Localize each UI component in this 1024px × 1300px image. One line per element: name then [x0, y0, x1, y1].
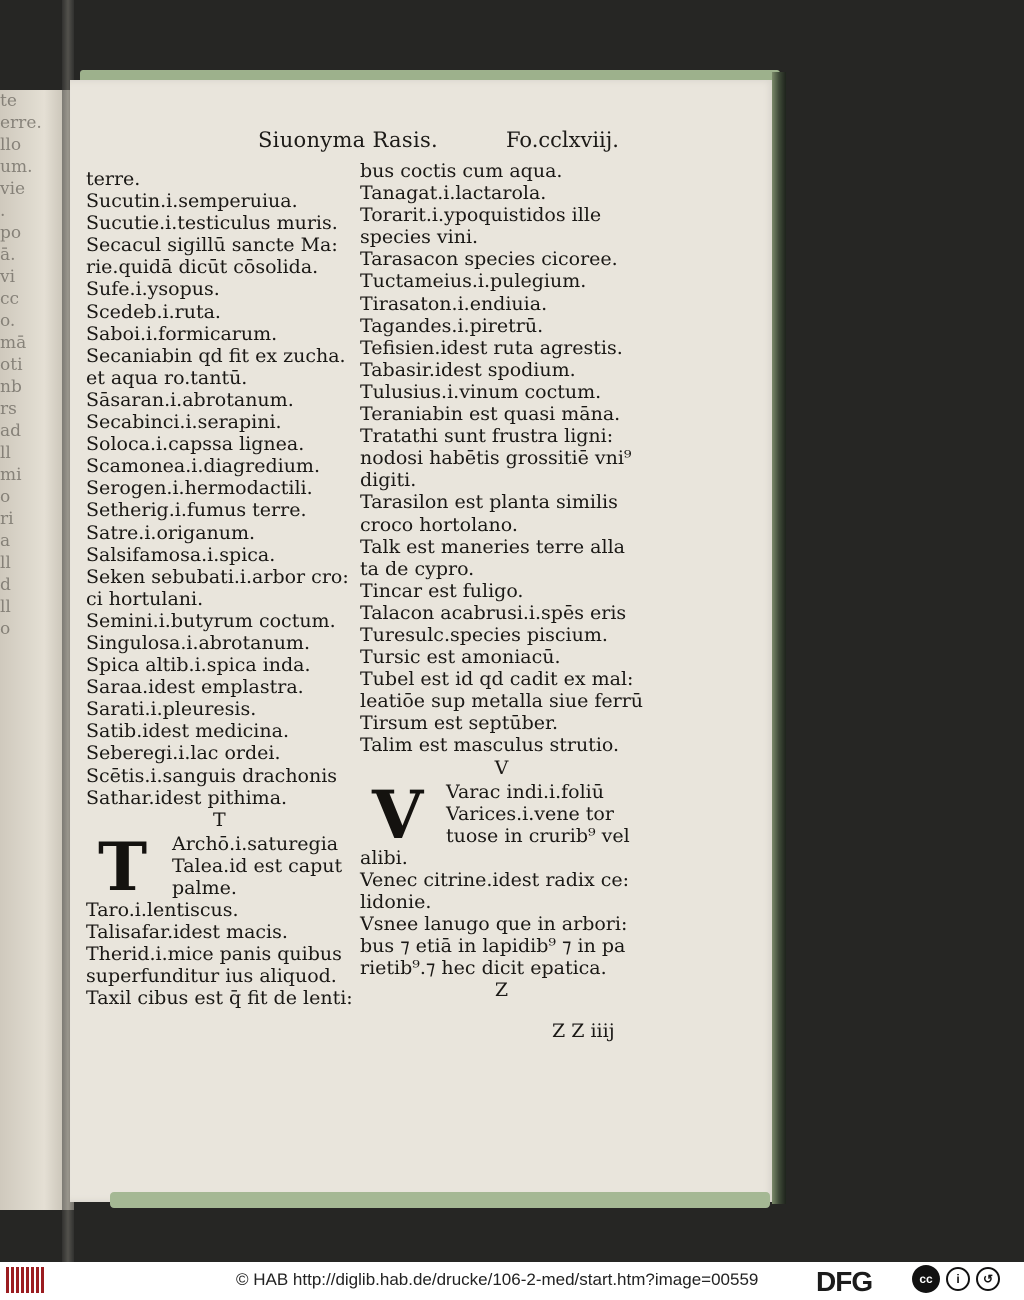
text-line: lidonie. — [360, 890, 432, 913]
text-line: alibi. — [360, 846, 408, 869]
text-line: Scamonea.i.diagredium. — [86, 455, 320, 478]
initial-lines — [446, 781, 630, 847]
text-line: Sāsaran.i.abrotanum. — [86, 388, 294, 411]
text-line: Varices.i.vene tor — [446, 802, 614, 825]
text-line: rietib⁹.⁊ hec dicit epatica. — [360, 957, 607, 979]
text-line: Talim est masculus strutio. — [360, 734, 620, 757]
text-line: Seberegi.i.lac ordei. — [86, 742, 281, 765]
text-line: tuose in crurib⁹ vel — [446, 824, 630, 847]
copyright-link[interactable]: © HAB http://diglib.hab.de/drucke/106-2-med/start.htm?image=00559 — [236, 1270, 759, 1289]
text-line: Scētis.i.sanguis drachonis — [86, 764, 338, 787]
text-line: croco hortolano. — [360, 513, 518, 536]
page-fore-edge — [772, 72, 786, 1204]
text-line: Semini.i.butyrum coctum. — [86, 609, 336, 632]
text-line: et aqua ro.tantū. — [86, 366, 248, 389]
initial-block-v — [360, 775, 643, 854]
text-line: Sufe.i.ysopus. — [86, 278, 220, 301]
text-line: Talk est maneries terre alla — [360, 535, 625, 558]
text-line: Tefisien.idest ruta agrestis. — [360, 336, 623, 359]
text-line: Secacul sigillū sancte Ma: — [86, 234, 338, 257]
text-line: terre. — [86, 168, 141, 190]
text-line: Tulusius.i.vinum coctum. — [360, 380, 602, 403]
text-line: Tanagat.i.lactarola. — [360, 182, 547, 205]
hab-barcode-logo[interactable] — [6, 1267, 44, 1293]
signature-mark: Z Z iiij — [552, 1020, 615, 1042]
by-icon[interactable]: i — [946, 1267, 970, 1291]
text-line: Talacon acabrusi.i.spēs eris — [360, 601, 627, 624]
text-line: Tubel est id qd cadit ex mal: — [360, 668, 634, 691]
text-line: Spica altib.i.spica inda. — [86, 654, 311, 677]
text-line: Tirsum est septūber. — [360, 712, 559, 735]
text-line: species vini. — [360, 226, 479, 249]
section-letter-z: Z — [494, 979, 509, 1002]
text-line: Tursic est amoniacū. — [360, 646, 561, 669]
text-line: Secaniabin qd fit ex zucha. — [86, 344, 346, 367]
text-line: rie.quidā dicūt cōsolida. — [86, 256, 319, 279]
text-line: Teraniabin est quasi māna. — [360, 403, 621, 426]
text-line: Saraa.idest emplastra. — [86, 676, 304, 699]
text-line: Salsifamosa.i.spica. — [86, 543, 276, 566]
page-edge-bottom — [110, 1192, 770, 1208]
text-line: superfunditur ius aliquod. — [86, 965, 337, 987]
text-line: Sarati.i.pleuresis. — [86, 698, 257, 721]
text-line: ci hortulani. — [86, 587, 204, 610]
text-line: ta de cypro. — [360, 557, 475, 580]
text-line: nodosi habētis grossitiē vni⁹ — [360, 447, 632, 470]
text-line: Therid.i.mice panis quibus — [86, 942, 342, 965]
text-line: Talea.id est caput — [172, 854, 343, 877]
text-line: Tarasilon est planta similis — [360, 491, 618, 514]
text-line: bus coctis cum aqua. — [360, 160, 563, 182]
right-column — [360, 160, 643, 1003]
license-icons[interactable] — [912, 1265, 1000, 1293]
cc-icon[interactable]: cc — [912, 1265, 940, 1293]
text-line: digiti. — [360, 469, 417, 492]
text-line: Sucutie.i.testiculus muris. — [86, 212, 338, 235]
text-line: Saboi.i.formicarum. — [86, 322, 278, 345]
text-line: Tirasaton.i.endiuia. — [360, 292, 548, 315]
text-line: Tuctameius.i.pulegium. — [360, 270, 587, 293]
text-line: Varac indi.i.foliū — [446, 780, 604, 803]
folio-number: Fo.cclxviij. — [506, 128, 619, 152]
section-letter-v: V — [494, 756, 509, 779]
text-line: Taxil cibus est q̄ fit de lenti: — [86, 987, 353, 1010]
text-line: Tincar est fuligo. — [360, 579, 524, 602]
text-line: Sucutin.i.semperuiua. — [86, 190, 298, 213]
text-line: Setherig.i.fumus terre. — [86, 499, 307, 522]
text-line: Tratathi sunt frustra ligni: — [360, 425, 614, 448]
text-line: Tagandes.i.piretrū. — [360, 314, 544, 337]
text-line: leatiōe sup metalla siue ferrū — [360, 690, 644, 713]
left-column — [86, 168, 353, 1009]
sa-icon[interactable]: ↺ — [976, 1267, 1000, 1291]
text-line: Archō.i.saturegia — [172, 832, 339, 855]
text-line: Talisafar.idest macis. — [86, 920, 288, 943]
previous-page-bleed-text: te erre. llo um. vie . po ā. vi cc o. mā oti nb rs ad ll mi o ri a ll d ll o — [0, 91, 42, 639]
text-line: Torarit.i.ypoquistidos ille — [360, 204, 602, 227]
text-line: Satre.i.origanum. — [86, 521, 256, 544]
text-line: bus ⁊ etiā in lapidib⁹ ⁊ in pa — [360, 934, 626, 957]
text-line: Sathar.idest pithima. — [86, 786, 288, 809]
text-line: Serogen.i.hermodactili. — [86, 477, 313, 500]
text-line: Scedeb.i.ruta. — [86, 300, 221, 323]
text-line: palme. — [172, 876, 237, 899]
text-line: Soloca.i.capssa lignea. — [86, 433, 305, 456]
section-letter-t: T — [213, 808, 226, 831]
decorated-initial-v: V — [372, 775, 424, 854]
text-line: Turesulc.species piscium. — [360, 623, 608, 646]
running-head: Siuonyma Rasis. — [258, 128, 439, 152]
decorated-initial-t: T — [98, 827, 148, 906]
dfg-logo[interactable]: DFG — [816, 1266, 873, 1297]
initial-lines — [172, 833, 342, 899]
text-line: Tabasir.idest spodium. — [360, 358, 576, 381]
text-line: Vsnee lanugo que in arbori: — [360, 912, 628, 935]
viewer-footer — [0, 1262, 1024, 1300]
initial-block-t — [86, 827, 353, 906]
text-line: Satib.idest medicina. — [86, 720, 289, 743]
text-line: Taro.i.lentiscus. — [86, 898, 239, 921]
text-line: Seken sebubati.i.arbor cro: — [86, 565, 349, 588]
text-line: Secabinci.i.serapini. — [86, 411, 282, 434]
text-line: Tarasacon species cicoree. — [360, 248, 618, 271]
text-line: Venec citrine.idest radix ce: — [360, 868, 630, 891]
text-line: Singulosa.i.abrotanum. — [86, 631, 310, 654]
